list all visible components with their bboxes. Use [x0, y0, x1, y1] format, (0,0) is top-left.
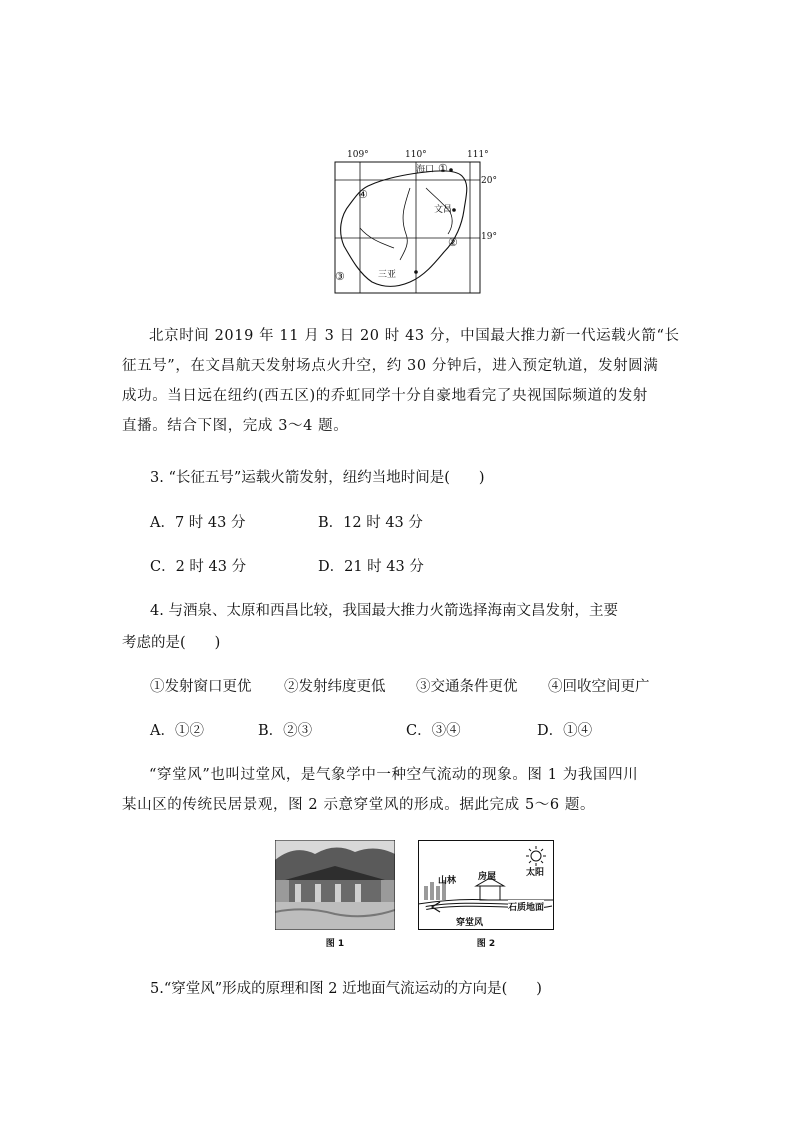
- label-stone-ground: 石质地面: [508, 900, 544, 913]
- figure-2-caption: 图 2: [476, 939, 496, 949]
- label-draught-wind: 穿堂风: [456, 918, 484, 928]
- intro-paragraph-1: [122, 321, 702, 441]
- q3-option-c[interactable]: C．2 时 43 分: [150, 559, 247, 575]
- q3-option-b[interactable]: B．12 时 43 分: [318, 515, 423, 531]
- q4-item-4: ④回收空间更广: [548, 679, 650, 695]
- q4-option-c[interactable]: C．③④: [406, 723, 461, 739]
- q4-option-b[interactable]: B．②③: [258, 723, 313, 739]
- lat-label-19: 19°: [481, 232, 497, 242]
- dwelling-photo: [275, 840, 395, 930]
- lat-label-20: 20°: [481, 176, 497, 186]
- figure-1-caption: 图 1: [325, 939, 345, 949]
- q4-stem-line-1: 4. 与酒泉、太原和西昌比较，我国最大推力火箭选择海南文昌发射，主要: [150, 603, 618, 619]
- marker-2: ②: [448, 236, 458, 249]
- q3-stem: 3. “长征五号”运载火箭发射，纽约当地时间是( ): [150, 470, 485, 486]
- q4-option-a[interactable]: A．①②: [150, 723, 204, 739]
- label-forest: 山林: [438, 876, 457, 886]
- label-sun: 太阳: [526, 868, 545, 878]
- q3-option-d[interactable]: D．21 时 43 分: [318, 559, 424, 575]
- hainan-map: [330, 148, 500, 296]
- label-house: 房屋: [478, 872, 497, 882]
- q4-stem-line-2: 考虑的是( ): [122, 635, 221, 651]
- intro1-line-1: 北京时间 2019 年 11 月 3 日 20 时 43 分，中国最大推力新一代运载火箭“长: [149, 328, 680, 344]
- q5-stem: 5.“穿堂风”形成的原理和图 2 近地面气流运动的方向是( ): [150, 981, 542, 997]
- place-wenchang: 文昌: [434, 205, 453, 215]
- marker-1: ①: [438, 162, 448, 175]
- lon-label-110: 110°: [405, 150, 427, 160]
- lon-label-109: 109°: [347, 150, 369, 160]
- q4-option-d[interactable]: D．①④: [537, 723, 593, 739]
- intro1-line-2: 征五号”，在文昌航天发射场点火升空，约 30 分钟后，进入预定轨道，发射圆满: [122, 358, 659, 374]
- intro2-line-2: 某山区的传统民居景观，图 2 示意穿堂风的形成。据此完成 5～6 题。: [122, 797, 596, 813]
- q4-item-1: ①发射窗口更优: [150, 679, 252, 695]
- intro1-line-4: 直播。结合下图，完成 3～4 题。: [122, 418, 349, 434]
- marker-4: ④: [358, 188, 368, 201]
- marker-3: ③: [335, 270, 345, 283]
- place-haikou: 海口: [416, 165, 435, 175]
- intro1-line-3: 成功。当日远在纽约(西五区)的乔虹同学十分自豪地看完了央视国际频道的发射: [122, 388, 648, 404]
- place-sanya: 三亚: [378, 270, 397, 280]
- intro-paragraph-2: [122, 760, 702, 820]
- q4-item-2: ②发射纬度更低: [284, 679, 386, 695]
- hainan-map-drawing: [330, 148, 500, 296]
- q3-option-a[interactable]: A．7 时 43 分: [150, 515, 246, 531]
- figure-1: [275, 840, 395, 950]
- lon-label-111: 111°: [467, 150, 489, 160]
- q4-item-3: ③交通条件更优: [416, 679, 518, 695]
- figure-2: [418, 840, 554, 950]
- intro2-line-1: “穿堂风”也叫过堂风，是气象学中一种空气流动的现象。图 1 为我国四川: [149, 767, 639, 783]
